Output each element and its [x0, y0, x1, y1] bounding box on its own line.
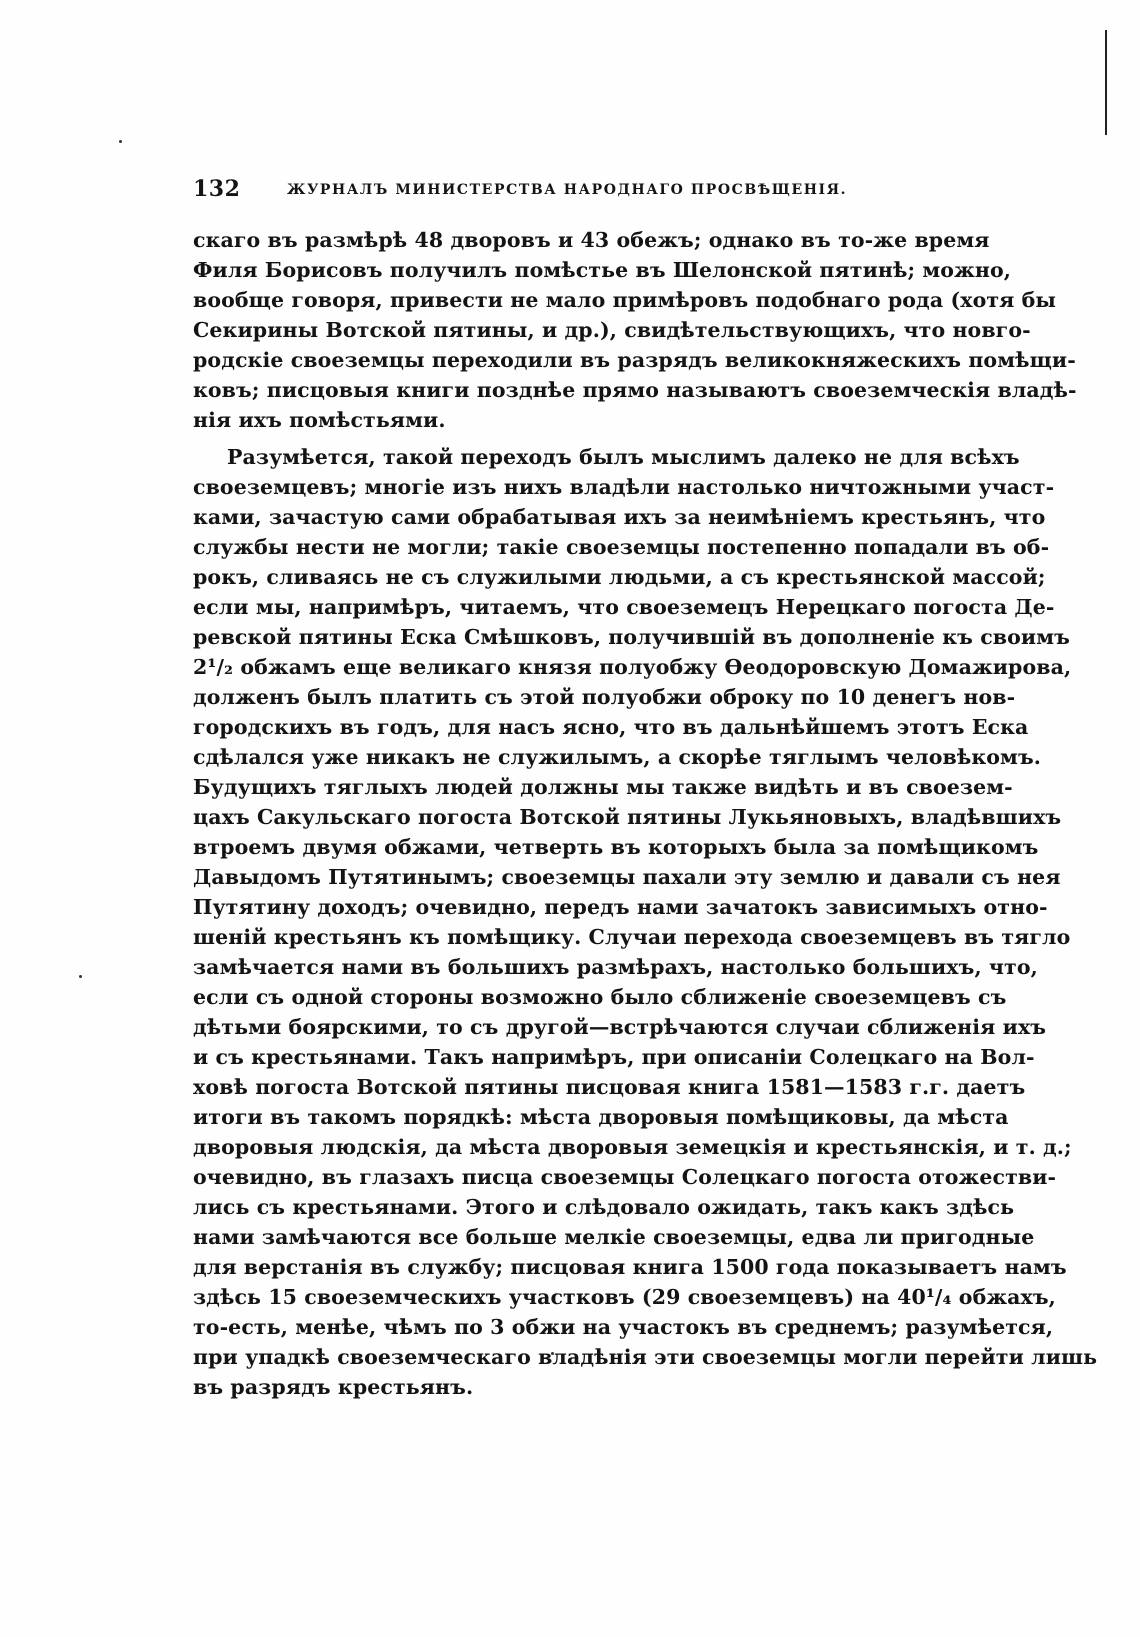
text-line: итоги въ такомъ порядкѣ: мѣста дворовыя помѣщиковы, да мѣста — [193, 1105, 1009, 1129]
text-line: при упадкѣ своеземческаго владѣнія эти своеземцы могли перейти лишь — [193, 1345, 1098, 1369]
text-line: родскіе своеземцы переходили въ разрядъ великокняжескихъ помѣщи- — [193, 348, 1076, 372]
text-line: вообще говоря, привести не мало примѣровъ подобнаго рода (хотя бы — [193, 288, 1057, 312]
text-line: службы нести не могли; такіе своеземцы постепенно попадали въ об- — [193, 535, 1050, 559]
page-header — [193, 176, 953, 208]
text-line: Путятину доходъ; очевидно, передъ нами зачатокъ зависимыхъ отно- — [193, 895, 1048, 919]
text-line: городскихъ въ годъ, для насъ ясно, что въ дальнѣйшемъ этотъ Еска — [193, 715, 1029, 739]
running-head: ЖУРНАЛЪ МИНИСТЕРСТВА НАРОДНАГО ПРОСВѢЩЕНІЯ. — [287, 182, 848, 198]
text-line: очевидно, въ глазахъ писца своеземцы Солецкаго погоста отожестви- — [193, 1165, 1057, 1189]
text-line: ревской пятины Еска Смѣшковъ, получившій въ дополненіе къ своимъ — [193, 625, 1070, 649]
page-number: 132 — [193, 176, 241, 202]
text-line: ховѣ погоста Вотской пятины писцовая книга 1581—1583 г.г. даетъ — [193, 1075, 1026, 1099]
text-line: нами замѣчаются все больше мелкіе своеземцы, едва ли пригодные — [193, 1225, 1035, 1249]
paragraph-1 — [193, 225, 1077, 435]
text-line: рокъ, сливаясь не съ служилыми людьми, а съ крестьянской массой; — [193, 565, 1046, 589]
text-line: и съ крестьянами. Такъ напримѣръ, при описаніи Солецкаго на Вол- — [193, 1045, 1035, 1069]
text-line: втроемъ двумя обжами, четверть въ которыхъ была за помѣщикомъ — [193, 835, 1039, 859]
text-line: для верстанія въ службу; писцовая книга 1500 года показываетъ намъ — [193, 1255, 1067, 1279]
text-line: цахъ Сакульскаго погоста Вотской пятины Лукьяновыхъ, владѣвшихъ — [193, 805, 1062, 829]
text-line: если съ одной стороны возможно было сближеніе своеземцевъ съ — [193, 985, 1007, 1009]
text-line: ками, зачастую сами обрабатывая ихъ за неимѣніемъ крестьянъ, что — [193, 505, 1046, 529]
text-line: Давыдомъ Путятинымъ; своеземцы пахали эту землю и давали съ нея — [193, 865, 1061, 889]
text-line: Разумѣется, такой переходъ былъ мыслимъ далеко не для всѣхъ — [227, 445, 1020, 469]
text-line: 2¹/₂ обжамъ еще великаго князя полуобжу Ѳеодоровскую Домажирова, — [193, 655, 1072, 679]
text-line: въ разрядъ крестьянъ. — [193, 1375, 474, 1399]
text-line: замѣчается нами въ большихъ размѣрахъ, настолько большихъ, что, — [193, 955, 1038, 979]
ink-speck — [119, 140, 122, 143]
text-line: нія ихъ помѣстьями. — [193, 408, 446, 432]
text-line: дѣтьми боярскими, то съ другой—встрѣчаются случаи сближенія ихъ — [193, 1015, 1047, 1039]
text-line: Секирины Вотской пятины, и др.), свидѣтельствующихъ, что новго- — [193, 318, 1031, 342]
text-line: лись съ крестьянами. Этого и слѣдовало ожидать, такъ какъ здѣсь — [193, 1195, 1015, 1219]
text-line: Филя Борисовъ получилъ помѣстье въ Шелонской пятинѣ; можно, — [193, 258, 1011, 282]
text-line: шеній крестьянъ къ помѣщику. Случаи перехода своеземцевъ въ тягло — [193, 925, 1071, 949]
body-text — [193, 225, 1098, 1402]
text-line: дворовыя людскія, да мѣста дворовыя земецкія и крестьянскія, и т. д.; — [193, 1135, 1072, 1159]
text-line: сдѣлался уже никакъ не служилымъ, а скорѣе тяглымъ человѣкомъ. — [193, 745, 1042, 769]
text-line: своеземцевъ; многіе изъ нихъ владѣли настолько ничтожными участ- — [193, 475, 1055, 499]
text-line: скаго въ размѣрѣ 48 дворовъ и 43 обежъ; однако въ то-же время — [193, 228, 990, 252]
ink-speck — [79, 975, 82, 978]
text-line: если мы, напримѣръ, читаемъ, что своеземецъ Нерецкаго погоста Де- — [193, 595, 1055, 619]
text-line: долженъ былъ платить съ этой полуобжи оброку по 10 денегъ нов- — [193, 685, 1016, 709]
text-line: ковъ; писцовыя книги позднѣе прямо называютъ своеземческія владѣ- — [193, 378, 1077, 402]
text-line: Будущихъ тяглыхъ людей должны мы также видѣть и въ своезем- — [193, 775, 1013, 799]
page-edge-rule — [1105, 30, 1107, 135]
text-line: здѣсь 15 своеземческихъ участковъ (29 своеземцевъ) на 40¹/₄ обжахъ, — [193, 1285, 1056, 1309]
text-line: то-есть, менѣе, чѣмъ по 3 обжи на участокъ въ среднемъ; разумѣется, — [193, 1315, 1054, 1339]
paragraph-2 — [193, 442, 1098, 1402]
